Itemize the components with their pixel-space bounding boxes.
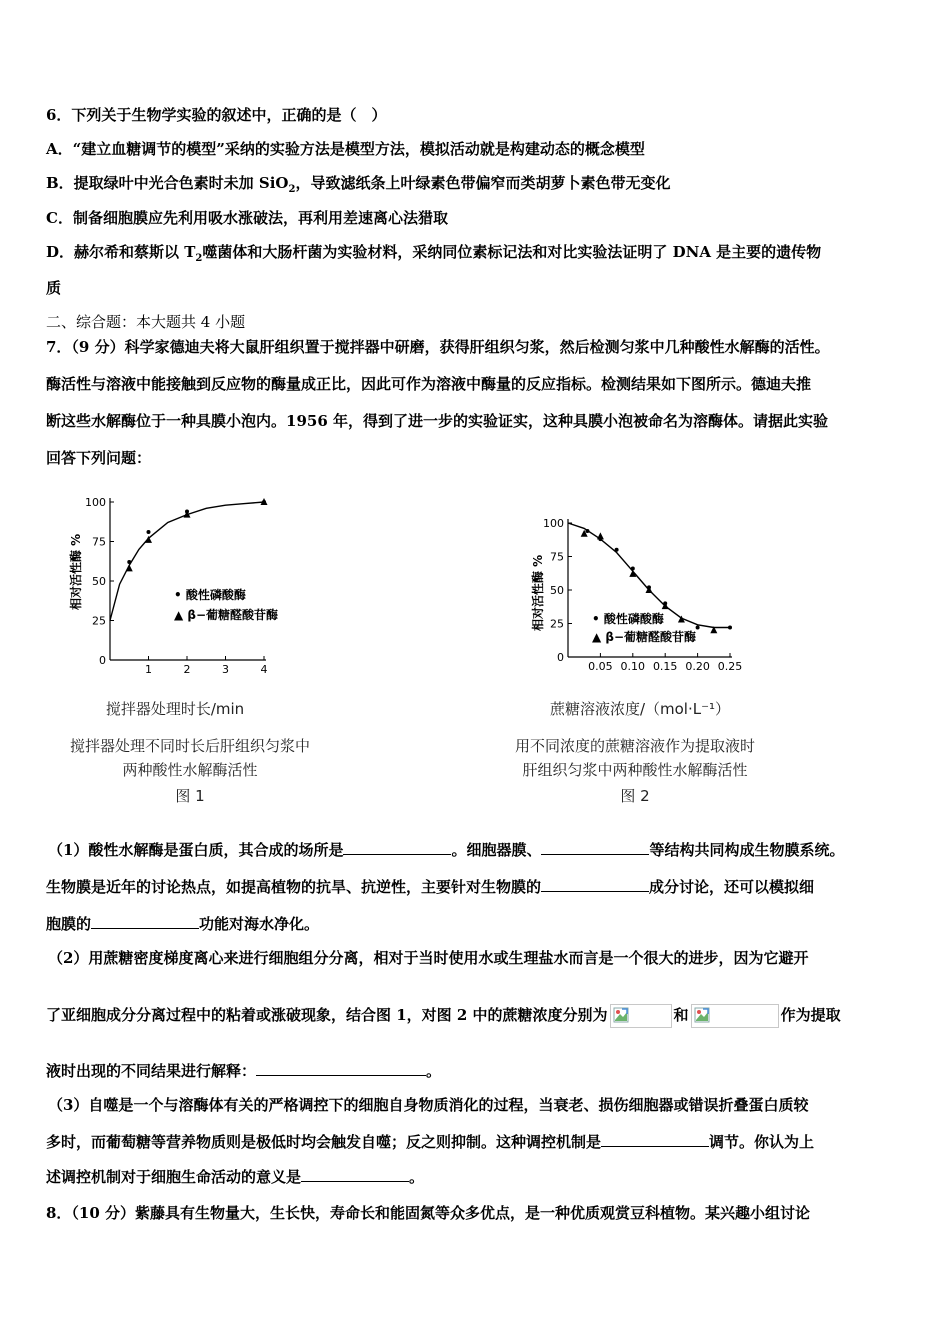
fig2-legend-1: • 酸性磷酸酶 — [592, 612, 664, 626]
q7-part1-line2 — [46, 876, 814, 897]
data-point-dot — [728, 626, 732, 630]
x-tick-label: 0.10 — [620, 660, 646, 673]
q7-part2-line3 — [46, 1060, 441, 1081]
figure-2-chart — [520, 507, 760, 687]
data-point-triangle — [597, 532, 604, 539]
answer-blank-3[interactable] — [541, 877, 649, 892]
q6-option-b — [46, 172, 670, 195]
q7-part3-text-b: 多时，而葡萄糖等营养物质则是极低时均会触发自噬；反之则抑制。这种调控机制是 — [46, 1133, 602, 1151]
y-tick-label: 100 — [85, 496, 106, 509]
q7-intro-2: 酶活性与溶液中能接触到反应物的酶量成正比，因此可作为溶液中酶量的反应指标。检测结果如下图所示。德迪夫推 — [46, 375, 812, 393]
q7-part2-text-c: 作为提取 — [780, 1006, 841, 1024]
q7-part1-text-c: 等结构共同构成生物膜系统。 — [649, 841, 845, 859]
x-tick-label: 0.15 — [652, 660, 678, 673]
data-point-triangle — [261, 498, 268, 505]
answer-blank-1[interactable] — [343, 840, 451, 855]
broken-image-1 — [610, 1004, 672, 1028]
q6-option-b-sub: 2 — [288, 184, 296, 195]
q7-part1-text-b: 。细胞器膜、 — [451, 841, 542, 859]
data-point-dot — [127, 560, 131, 564]
q7-part1-text-g: 功能对海水净化。 — [199, 915, 320, 933]
data-point-dot — [696, 626, 700, 630]
q7-intro-3: 断这些水解酶位于一种具膜小泡内。1956 年，得到了进一步的实验证实，这种具膜小泡被命名为溶酶体。请据此实验 — [46, 412, 828, 430]
q7-part2-line2 — [46, 1004, 841, 1028]
y-tick-label: 75 — [92, 535, 106, 549]
fig2-xlabel: 蔗糖溶液浓度/（mol·L⁻¹） — [549, 700, 731, 718]
y-tick-label: 75 — [550, 550, 564, 564]
q7-intro-4: 回答下列问题： — [46, 449, 152, 467]
q7-part1-line1 — [48, 839, 844, 860]
q7-part3-line1: （3）自噬是一个与溶酶体有关的严格调控下的细胞自身物质消化的过程，当衰老、损伤细胞器或错误折叠蛋白质较 — [48, 1096, 809, 1114]
fitted-curve — [110, 502, 264, 621]
y-tick-label: 25 — [92, 614, 106, 628]
q6-option-d-cont: 质 — [46, 279, 62, 297]
q6-option-c: C．制备细胞膜应先利用吸水涨破法，再利用差速离心法猎取 — [46, 209, 448, 227]
x-tick-label: 1 — [145, 663, 152, 676]
q8-intro-1: 8．（10 分）紫藤具有生物量大，生长快，寿命长和能固氮等众多优点，是一种优质观赏豆科植物。某兴趣小组讨论 — [46, 1204, 811, 1222]
x-tick-label: 3 — [222, 663, 229, 676]
y-tick-label: 50 — [92, 575, 106, 588]
data-point-dot — [585, 529, 589, 533]
q6-option-a: A．“建立血糖调节的模型”采纳的实验方法是模型方法，模拟活动就是构建动态的概念模型 — [46, 140, 645, 158]
q6-option-b-pre: B．提取绿叶中光合色素时未加 SiO — [46, 174, 289, 192]
q7-part2-line1: （2）用蔗糖密度梯度离心来进行细胞组分分离，相对于当时使用水或生理盐水而言是一个很大的进步，因为它避开 — [48, 949, 809, 967]
q7-part2-text-b: 了亚细胞成分分离过程中的粘着或涨破现象，结合图 1，对图 2 中的蔗糖浓度分别为 — [46, 1006, 608, 1024]
fig2-caption-1: 用不同浓度的蔗糖溶液作为提取液时 — [514, 737, 755, 755]
q7-part2-text-d: 液时出现的不同结果进行解释： — [46, 1062, 257, 1080]
q7-part3-line3 — [46, 1166, 424, 1187]
q7-part1-text-e: 成分讨论，还可以模拟细 — [649, 878, 815, 896]
data-point-triangle — [126, 564, 133, 571]
answer-blank-6[interactable] — [601, 1132, 709, 1147]
broken-image-icon — [694, 1007, 710, 1023]
q7-part1-line3 — [46, 913, 319, 934]
x-tick-label: 2 — [183, 663, 191, 676]
q6-option-d-sub: 2 — [195, 253, 203, 264]
fig1-caption-2: 两种酸性水解酶活性 — [122, 761, 258, 779]
q7-part2-and: 和 — [673, 1006, 689, 1024]
data-point-dot — [147, 530, 151, 534]
broken-image-2 — [691, 1004, 779, 1028]
q6-option-b-post: ，导致滤纸条上叶绿素色带偏窄而类胡萝卜素色带无变化 — [295, 174, 671, 192]
x-tick-label: 0.05 — [588, 660, 613, 673]
answer-blank-4[interactable] — [91, 914, 199, 929]
y-tick-label: 0 — [557, 651, 564, 664]
q7-part3-text-e: 。 — [409, 1168, 425, 1186]
figure-1-chart — [58, 486, 298, 686]
q7-part1-text-a: （1）酸性水解酶是蛋白质，其合成的场所是 — [48, 841, 344, 859]
fig2-label: 图 2 — [620, 787, 650, 805]
q6-option-d — [46, 241, 821, 264]
x-tick-label: 0.25 — [717, 660, 743, 673]
fig1-caption-1: 搅拌器处理不同时长后肝组织匀浆中 — [69, 737, 310, 755]
fig1-legend-2: ▲ β−葡糖醛酸苷酶 — [174, 608, 279, 622]
q7-part3-line2 — [46, 1131, 814, 1152]
q6-option-d-pre: D．赫尔希和蔡斯以 T — [46, 243, 196, 261]
q7-part1-text-d: 生物膜是近年的讨论热点，如提高植物的抗旱、抗逆性，主要针对生物膜的 — [46, 878, 542, 896]
broken-image-icon — [613, 1007, 629, 1023]
y-tick-label: 0 — [99, 654, 106, 667]
fig1-label: 图 1 — [175, 787, 205, 805]
answer-blank-5[interactable] — [256, 1061, 426, 1076]
q7-part3-text-d: 述调控机制对于细胞生命活动的意义是 — [46, 1168, 302, 1186]
fig2-caption-2: 肝组织匀浆中两种酸性水解酶活性 — [522, 761, 748, 779]
fig1-legend-1: • 酸性磷酸酶 — [174, 588, 246, 602]
fig2-ylabel: 相对活性酶 % — [531, 554, 545, 631]
data-point-dot — [615, 548, 619, 552]
q7-intro-1: 7．（9 分）科学家德迪夫将大鼠肝组织置于搅拌器中研磨，获得肝组织匀浆，然后检测匀浆中几种酸性水解酶的活性。 — [46, 338, 830, 356]
answer-blank-7[interactable] — [301, 1167, 409, 1182]
answer-blank-2[interactable] — [541, 840, 649, 855]
q7-part1-text-f: 胞膜的 — [46, 915, 92, 933]
section-2-heading: 二、综合题：本大题共 4 小题 — [46, 313, 246, 331]
q6-stem: 6．下列关于生物学实验的叙述中，正确的是（ ） — [46, 106, 387, 124]
y-tick-label: 25 — [550, 617, 564, 631]
x-tick-label: 0.20 — [685, 660, 710, 673]
fig2-legend-2: ▲ β−葡糖醛酸苷酶 — [592, 630, 697, 644]
fig1-xlabel: 搅拌器处理时长/min — [105, 700, 245, 718]
y-tick-label: 100 — [543, 517, 564, 530]
q6-option-d-post: 噬菌体和大肠杆菌为实验材料，采纳同位素标记法和对比实验法证明了 DNA 是主要的遗传物 — [202, 243, 822, 261]
x-tick-label: 4 — [260, 663, 268, 676]
fig1-ylabel: 相对活性酶 % — [69, 533, 83, 610]
q7-part3-text-c: 调节。你认为上 — [709, 1133, 815, 1151]
y-tick-label: 50 — [550, 584, 564, 597]
q7-part2-text-e: 。 — [426, 1062, 442, 1080]
